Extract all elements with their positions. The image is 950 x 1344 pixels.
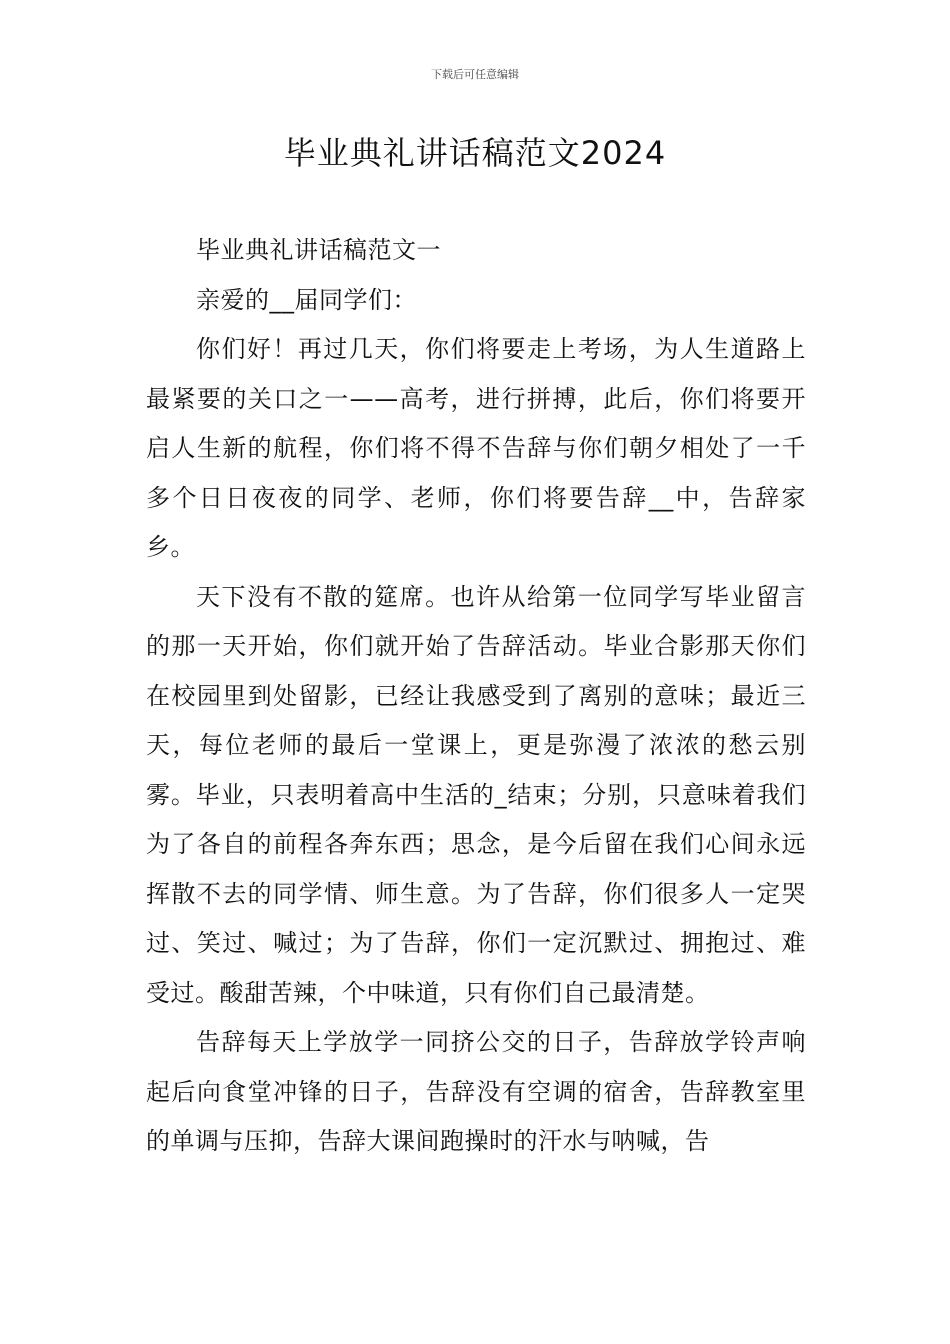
- salutation: 亲爱的__届同学们：: [196, 285, 417, 314]
- paragraph: 你们好！再过几天，你们将要走上考场，为人生道路上最紧要的关口之一——高考，进行拼搏，此后，你们将要开启人生新的航程，你们将不得不告辞与你们朝夕相处了一千多个日日夜夜的同学、老师，你们将要告辞__中，告辞家乡。: [146, 335, 806, 561]
- section-heading: 毕业典礼讲话稿范文一: [196, 236, 441, 264]
- header-note: 下载后可任意编辑: [431, 68, 519, 81]
- paragraph: 天下没有不散的筵席。也许从给第一位同学写毕业留言的那一天开始，你们就开始了告辞活动。毕业合影那天你们在校园里到处留影，已经让我感受到了离别的意味；最近三天，每位老师的最后一堂课上，更是弥漫了浓浓的愁云别雾。毕业，只表明着高中生活的_结束；分别，只意味着我们为了各自的前程各奔东西；思念，是今后留在我们心间永远挥散不去的同学情、师生意。为了告辞，你们很多人一定哭过、笑过、喊过；为了告辞，你们一定沉默过、拥抱过、难受过。酸甜苦辣，个中味道，只有你们自己最清楚。: [146, 582, 806, 1007]
- document-title: 毕业典礼讲话稿范文2024: [283, 134, 667, 172]
- paragraph: 告辞每天上学放学一同挤公交的日子，告辞放学铃声响起后向食堂冲锋的日子，告辞没有空调的宿舍，告辞教室里的单调与压抑，告辞大课间跑操时的汗水与呐喊，告: [146, 1028, 806, 1155]
- document-body: [146, 226, 806, 1167]
